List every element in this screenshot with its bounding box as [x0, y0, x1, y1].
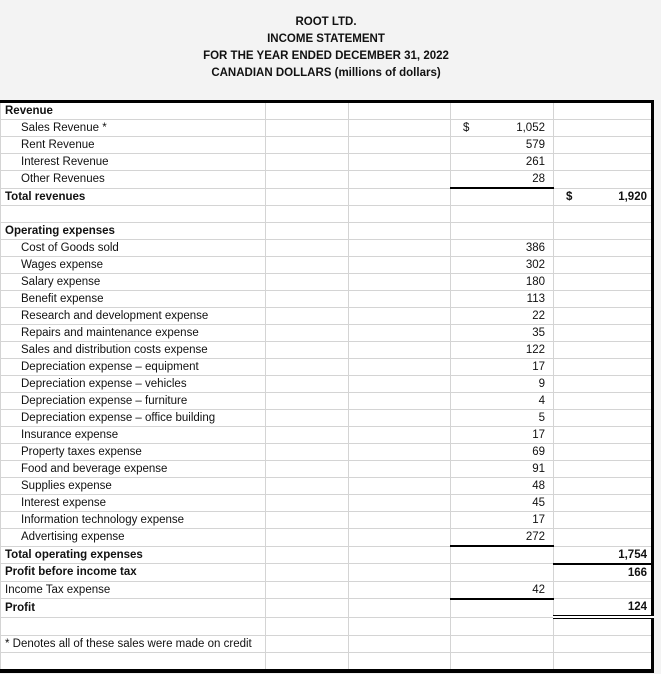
cell[interactable] — [554, 206, 653, 223]
amount[interactable]: 9 — [451, 376, 554, 393]
cell[interactable] — [554, 171, 653, 189]
cell[interactable] — [554, 376, 653, 393]
amount[interactable]: 69 — [451, 444, 554, 461]
cell[interactable] — [554, 223, 653, 240]
cell[interactable] — [349, 636, 451, 653]
cell[interactable] — [349, 274, 451, 291]
cell[interactable] — [349, 137, 451, 154]
cell[interactable] — [554, 444, 653, 461]
row-expenses-heading — [1, 223, 653, 240]
cell[interactable] — [349, 546, 451, 564]
cell[interactable] — [266, 376, 349, 393]
cell[interactable] — [349, 512, 451, 529]
row-expense-item — [1, 529, 653, 547]
amount[interactable]: 28 — [451, 171, 554, 189]
cell[interactable] — [266, 427, 349, 444]
row-label[interactable]: Income Tax expense — [1, 581, 266, 599]
cell[interactable] — [266, 342, 349, 359]
row-label[interactable]: Revenue — [1, 102, 266, 120]
cell[interactable] — [266, 599, 349, 618]
row-label[interactable]: Profit — [1, 599, 266, 618]
row-label[interactable]: Interest expense — [1, 495, 266, 512]
cell[interactable] — [349, 291, 451, 308]
cell[interactable] — [554, 120, 653, 137]
row-profit — [1, 599, 653, 618]
cell[interactable] — [554, 137, 653, 154]
row-blank — [1, 617, 653, 636]
cell[interactable] — [554, 495, 653, 512]
row-label[interactable]: Salary expense — [1, 274, 266, 291]
amount[interactable]: 17 — [451, 427, 554, 444]
row-total-expenses — [1, 546, 653, 564]
cell[interactable] — [554, 154, 653, 171]
row-revenue-heading — [1, 102, 653, 120]
row-label[interactable]: Sales Revenue * — [1, 120, 266, 137]
cell[interactable] — [266, 393, 349, 410]
row-label[interactable]: Repairs and maintenance expense — [1, 325, 266, 342]
cell[interactable] — [266, 359, 349, 376]
company-name: ROOT LTD. — [295, 16, 357, 28]
cell[interactable] — [266, 564, 349, 582]
cell[interactable] — [349, 376, 451, 393]
cell[interactable] — [266, 410, 349, 427]
cell[interactable] — [554, 427, 653, 444]
cell[interactable] — [349, 581, 451, 599]
cell[interactable] — [451, 564, 554, 582]
cell[interactable] — [554, 581, 653, 599]
cell[interactable] — [266, 137, 349, 154]
amount[interactable]: 386 — [451, 240, 554, 257]
cell[interactable] — [554, 410, 653, 427]
amount[interactable]: 91 — [451, 461, 554, 478]
row-label[interactable]: Other Revenues — [1, 171, 266, 189]
row-label[interactable]: Wages expense — [1, 257, 266, 274]
row-expense-item — [1, 410, 653, 427]
cell[interactable] — [1, 653, 266, 672]
cell[interactable] — [266, 188, 349, 206]
row-expense-item — [1, 240, 653, 257]
cell[interactable] — [554, 461, 653, 478]
cell[interactable] — [554, 512, 653, 529]
cell[interactable] — [266, 529, 349, 547]
cell[interactable] — [554, 529, 653, 547]
row-expense-item — [1, 495, 653, 512]
cell[interactable] — [451, 599, 554, 618]
amount[interactable]: 17 — [451, 359, 554, 376]
row-expense-item — [1, 359, 653, 376]
row-label[interactable]: Advertising expense — [1, 529, 266, 547]
row-total-revenues — [1, 188, 653, 206]
row-label[interactable]: Profit before income tax — [1, 564, 266, 582]
row-revenue-item — [1, 171, 653, 189]
row-revenue-item — [1, 154, 653, 171]
cell[interactable] — [554, 308, 653, 325]
cell[interactable] — [266, 240, 349, 257]
cell[interactable] — [349, 599, 451, 618]
cell[interactable] — [554, 478, 653, 495]
amount[interactable]: 113 — [451, 291, 554, 308]
cell[interactable] — [349, 444, 451, 461]
cell[interactable] — [451, 546, 554, 564]
cell[interactable] — [266, 223, 349, 240]
cell[interactable] — [349, 617, 451, 636]
row-label[interactable]: Information technology expense — [1, 512, 266, 529]
amount[interactable]: 4 — [451, 393, 554, 410]
cell[interactable] — [266, 636, 349, 653]
amount[interactable]: 122 — [451, 342, 554, 359]
total-amount[interactable]: 166 — [554, 564, 653, 582]
row-label[interactable]: Food and beverage expense — [1, 461, 266, 478]
cell[interactable] — [266, 206, 349, 223]
row-label[interactable]: Interest Revenue — [1, 154, 266, 171]
cell[interactable] — [349, 529, 451, 547]
cell[interactable] — [349, 171, 451, 189]
row-blank — [1, 206, 653, 223]
row-label[interactable]: Research and development expense — [1, 308, 266, 325]
row-revenue-item — [1, 120, 653, 137]
cell[interactable] — [266, 102, 349, 120]
row-expense-item — [1, 257, 653, 274]
cell[interactable] — [554, 257, 653, 274]
cell[interactable] — [266, 495, 349, 512]
amount[interactable]: 45 — [451, 495, 554, 512]
row-expense-item — [1, 308, 653, 325]
cell[interactable] — [349, 393, 451, 410]
cell[interactable] — [266, 325, 349, 342]
row-expense-item — [1, 274, 653, 291]
row-expense-item — [1, 427, 653, 444]
row-label[interactable]: Benefit expense — [1, 291, 266, 308]
cell[interactable] — [349, 223, 451, 240]
amount[interactable]: 22 — [451, 308, 554, 325]
row-expense-item — [1, 512, 653, 529]
row-label[interactable]: Cost of Goods sold — [1, 240, 266, 257]
row-label[interactable]: Total operating expenses — [1, 546, 266, 564]
cell[interactable] — [349, 461, 451, 478]
amount[interactable]: 302 — [451, 257, 554, 274]
cell[interactable] — [451, 188, 554, 206]
cell[interactable] — [554, 325, 653, 342]
row-label[interactable]: Property taxes expense — [1, 444, 266, 461]
cell[interactable] — [349, 206, 451, 223]
row-label[interactable]: Supplies expense — [1, 478, 266, 495]
amount[interactable]: 17 — [451, 512, 554, 529]
cell[interactable] — [554, 617, 653, 636]
amount[interactable]: 48 — [451, 478, 554, 495]
row-expense-item — [1, 342, 653, 359]
row-revenue-item — [1, 137, 653, 154]
cell[interactable] — [554, 359, 653, 376]
cell[interactable] — [451, 206, 554, 223]
cell[interactable] — [349, 120, 451, 137]
cell[interactable] — [451, 617, 554, 636]
cell[interactable] — [349, 478, 451, 495]
amount[interactable]: 579 — [451, 137, 554, 154]
row-expense-item — [1, 444, 653, 461]
cell[interactable] — [266, 274, 349, 291]
row-label[interactable]: Depreciation expense – vehicles — [1, 376, 266, 393]
statement-title: INCOME STATEMENT — [267, 33, 385, 45]
cell[interactable] — [554, 274, 653, 291]
cell[interactable] — [451, 102, 554, 120]
cell[interactable] — [266, 257, 349, 274]
cell[interactable] — [451, 636, 554, 653]
cell[interactable] — [349, 308, 451, 325]
row-profit-before-tax — [1, 564, 653, 582]
currency-symbol: $ — [566, 190, 573, 203]
cell[interactable] — [266, 512, 349, 529]
cell[interactable] — [554, 653, 653, 672]
amount[interactable]: 272 — [451, 529, 554, 547]
cell[interactable] — [266, 308, 349, 325]
cell[interactable] — [266, 581, 349, 599]
amount[interactable]: 35 — [451, 325, 554, 342]
cell[interactable] — [266, 120, 349, 137]
cell[interactable] — [349, 240, 451, 257]
cell[interactable] — [554, 102, 653, 120]
cell[interactable] — [266, 154, 349, 171]
amount[interactable]: 261 — [451, 154, 554, 171]
row-expense-item — [1, 325, 653, 342]
row-label[interactable]: * Denotes all of these sales were made on credit — [1, 636, 266, 653]
cell[interactable] — [266, 291, 349, 308]
amount[interactable]: 180 — [451, 274, 554, 291]
currency-symbol: $ — [463, 122, 470, 134]
total-amount: 1,920 — [618, 190, 647, 203]
cell[interactable] — [1, 206, 266, 223]
cell[interactable] — [554, 188, 653, 206]
cell[interactable] — [266, 478, 349, 495]
cell[interactable] — [349, 257, 451, 274]
cell[interactable] — [266, 653, 349, 672]
row-label[interactable]: Sales and distribution costs expense — [1, 342, 266, 359]
row-blank — [1, 653, 653, 672]
cell[interactable] — [451, 223, 554, 240]
amount: 1,052 — [516, 122, 545, 134]
cell[interactable] — [349, 154, 451, 171]
cell[interactable] — [349, 359, 451, 376]
statement-currency: CANADIAN DOLLARS (millions of dollars) — [211, 67, 441, 79]
row-expense-item — [1, 478, 653, 495]
cell[interactable] — [349, 653, 451, 672]
cell[interactable] — [554, 291, 653, 308]
cell[interactable] — [451, 653, 554, 672]
cell[interactable] — [349, 564, 451, 582]
cell[interactable] — [349, 325, 451, 342]
row-label[interactable]: Rent Revenue — [1, 137, 266, 154]
row-label[interactable]: Total revenues — [1, 188, 266, 206]
cell[interactable] — [349, 102, 451, 120]
cell[interactable] — [266, 617, 349, 636]
row-footnote — [1, 636, 653, 653]
cell[interactable] — [554, 636, 653, 653]
row-expense-item — [1, 461, 653, 478]
cell[interactable] — [266, 171, 349, 189]
row-income-tax — [1, 581, 653, 599]
amount[interactable]: 5 — [451, 410, 554, 427]
row-label[interactable]: Operating expenses — [1, 223, 266, 240]
row-label[interactable]: Depreciation expense – equipment — [1, 359, 266, 376]
cell[interactable] — [451, 120, 554, 137]
cell[interactable] — [349, 495, 451, 512]
cell[interactable] — [554, 393, 653, 410]
cell[interactable] — [554, 240, 653, 257]
total-amount[interactable]: 1,754 — [554, 546, 653, 564]
cell[interactable] — [349, 427, 451, 444]
cell[interactable] — [266, 546, 349, 564]
amount[interactable]: 42 — [451, 581, 554, 599]
cell[interactable] — [349, 342, 451, 359]
cell[interactable] — [349, 188, 451, 206]
row-label[interactable]: Depreciation expense – furniture — [1, 393, 266, 410]
cell[interactable] — [266, 461, 349, 478]
statement-header — [0, 0, 652, 100]
cell[interactable] — [1, 617, 266, 636]
cell[interactable] — [554, 342, 653, 359]
income-statement-table — [0, 100, 654, 673]
row-label[interactable]: Depreciation expense – office building — [1, 410, 266, 427]
row-label[interactable]: Insurance expense — [1, 427, 266, 444]
row-expense-item — [1, 393, 653, 410]
cell[interactable] — [349, 410, 451, 427]
row-expense-item — [1, 376, 653, 393]
cell[interactable] — [266, 444, 349, 461]
row-expense-item — [1, 291, 653, 308]
total-amount[interactable]: 124 — [554, 599, 653, 618]
statement-period: FOR THE YEAR ENDED DECEMBER 31, 2022 — [203, 50, 449, 62]
